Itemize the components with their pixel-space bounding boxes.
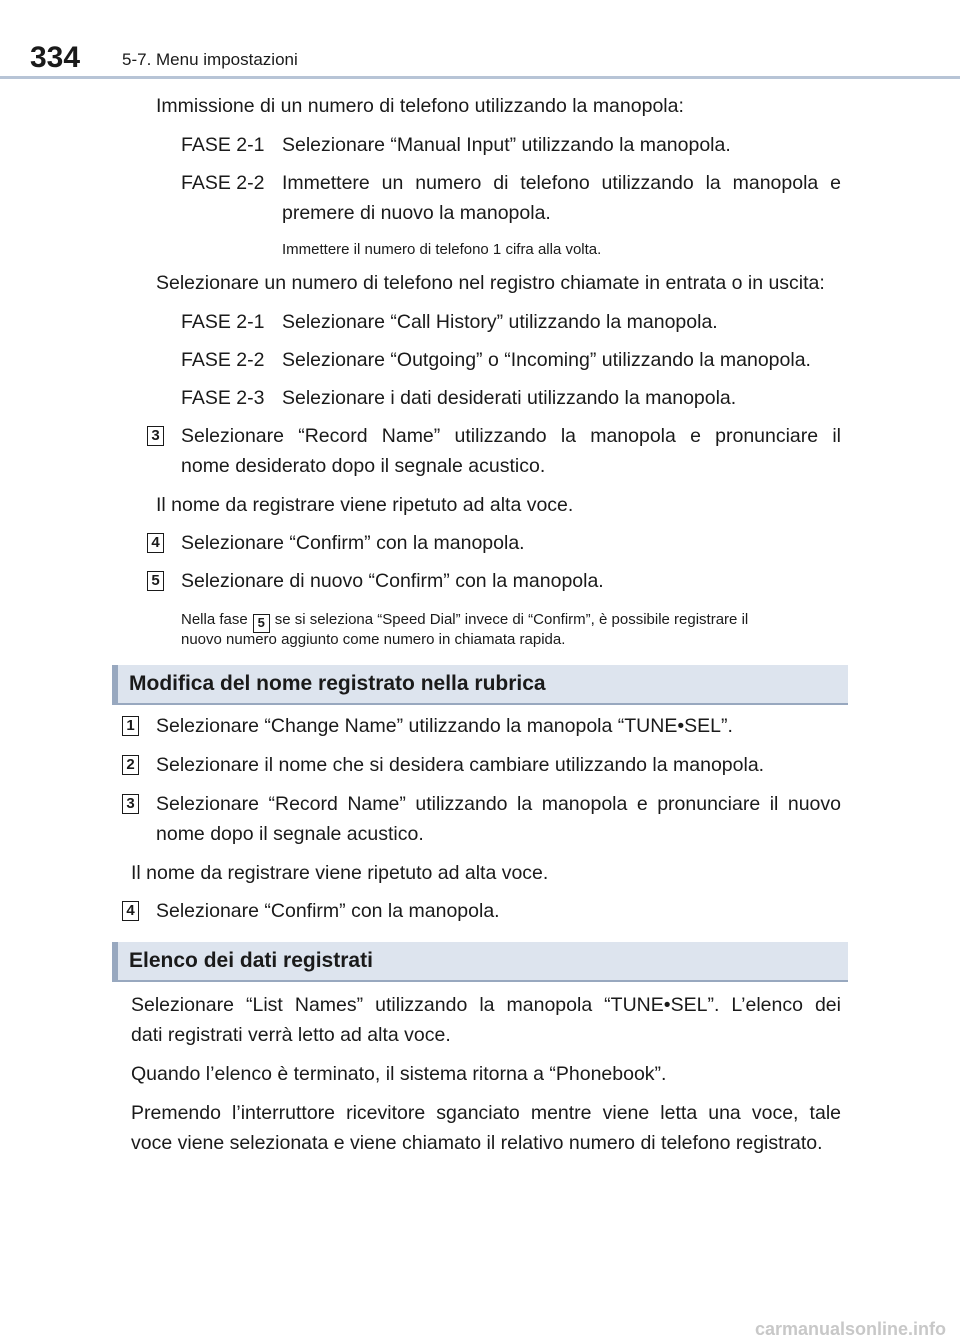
step-text-cont: nome dopo il segnale acustico.	[156, 823, 424, 845]
step-label: FASE 2-1	[181, 311, 265, 333]
header-rule	[0, 76, 960, 79]
step-text: Selezionare “Call History” utilizzando la manopola.	[282, 311, 718, 333]
paragraph: Premendo l’interruttore ricevitore sganciato mentre viene letta una voce, tale	[131, 1102, 841, 1124]
step-number-badge: 3	[147, 426, 164, 446]
section-title: 5-7. Menu impostazioni	[122, 50, 298, 69]
step-text: Selezionare “Change Name” utilizzando la manopola “TUNE•SEL”.	[156, 715, 733, 737]
step-number-badge: 1	[122, 716, 139, 736]
step-text-cont: premere di nuovo la manopola.	[282, 202, 551, 224]
step-number-badge: 4	[147, 533, 164, 553]
note-text-cont: nuovo numero aggiunto come numero in chiamata rapida.	[181, 631, 566, 648]
step-text: Selezionare “Outgoing” o “Incoming” utilizzando la manopola.	[282, 349, 811, 371]
step-label: FASE 2-2	[181, 172, 265, 194]
step-text: Selezionare “Record Name” utilizzando la manopola e pronunciare il nuovo	[156, 793, 841, 815]
step-label: FASE 2-2	[181, 349, 265, 371]
watermark: carmanualsonline.info	[754, 1319, 946, 1339]
section-heading: Elenco dei dati registrati	[129, 949, 373, 972]
step-number-badge: 2	[122, 755, 139, 775]
step-text-cont: nome desiderato dopo il segnale acustico.	[181, 455, 546, 477]
step-text: Immettere un numero di telefono utilizzando la manopola e	[282, 172, 841, 194]
manual-input-intro: Immissione di un numero di telefono utilizzando la manopola:	[156, 95, 684, 117]
step-number-badge: 4	[122, 901, 139, 921]
section-accent	[112, 942, 118, 980]
paragraph: Quando l’elenco è terminato, il sistema ritorna a “Phonebook”.	[131, 1063, 667, 1085]
paragraph: Il nome da registrare viene ripetuto ad alta voce.	[156, 494, 574, 516]
call-history-intro: Selezionare un numero di telefono nel registro chiamate in entrata o in uscita:	[156, 272, 825, 294]
section-accent	[112, 665, 118, 703]
step-text: Selezionare il nome che si desidera cambiare utilizzando la manopola.	[156, 754, 765, 776]
step-text: Selezionare di nuovo “Confirm” con la manopola.	[181, 570, 604, 592]
page-number: 334	[30, 41, 81, 74]
paragraph: Il nome da registrare viene ripetuto ad alta voce.	[131, 862, 549, 884]
step-label: FASE 2-1	[181, 134, 265, 156]
note-text: Immettere il numero di telefono 1 cifra alla volta.	[282, 241, 602, 258]
paragraph: Selezionare “List Names” utilizzando la manopola “TUNE•SEL”. L’elenco dei	[131, 994, 841, 1016]
step-text: Selezionare “Manual Input” utilizzando la manopola.	[282, 134, 731, 156]
step-label: FASE 2-3	[181, 387, 265, 409]
step-ref-badge: 5	[253, 614, 270, 633]
note-prefix: Nella fase	[181, 611, 248, 628]
step-text: Selezionare “Record Name” utilizzando la manopola e pronunciare il	[181, 425, 841, 447]
step-number-badge: 3	[122, 794, 139, 814]
step-number-badge: 5	[147, 571, 164, 591]
section-heading: Modifica del nome registrato nella rubrica	[129, 672, 546, 695]
section-header-list	[112, 942, 848, 982]
step-text: Selezionare “Confirm” con la manopola.	[181, 532, 525, 554]
step-text: Selezionare “Confirm” con la manopola.	[156, 900, 500, 922]
step-text: Selezionare i dati desiderati utilizzando la manopola.	[282, 387, 737, 409]
note-suffix: se si seleziona “Speed Dial” invece di “Confirm”, è possibile registrare il	[274, 611, 749, 628]
paragraph-cont: dati registrati verrà letto ad alta voce.	[131, 1024, 451, 1046]
section-header-modify	[112, 665, 848, 705]
paragraph-cont: voce viene selezionata e viene chiamato il relativo numero di telefono registrato.	[131, 1132, 823, 1154]
